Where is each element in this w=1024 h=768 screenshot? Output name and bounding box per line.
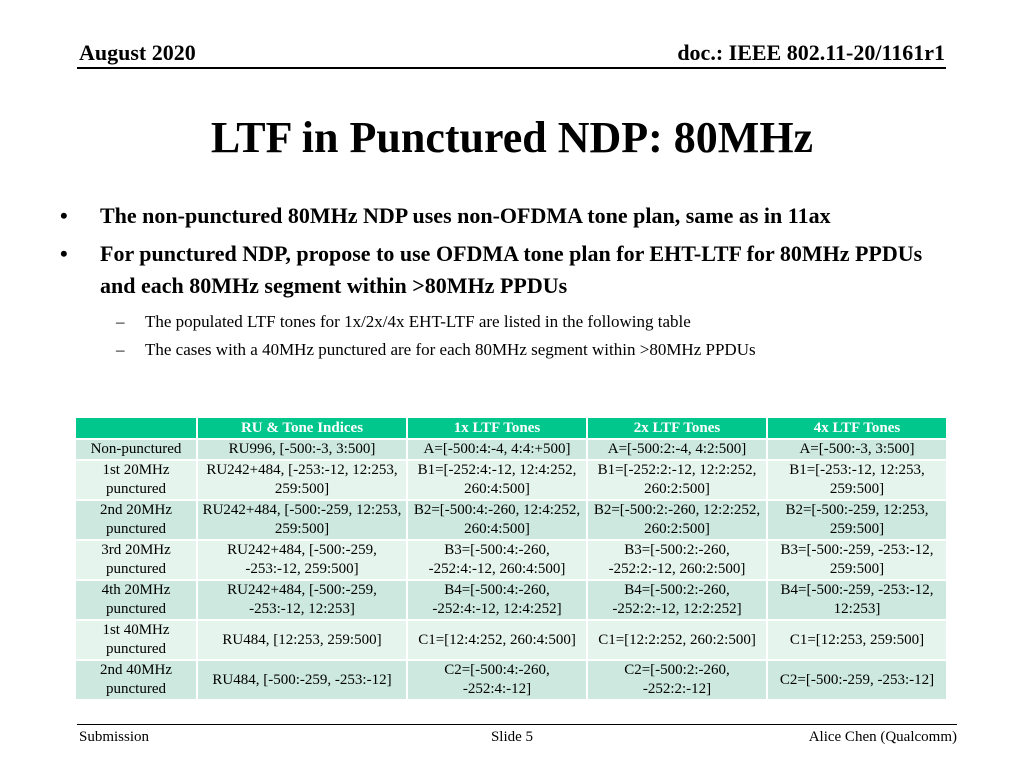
footer-author: Alice Chen (Qualcomm) [808,729,957,745]
column-header: 4x LTF Tones [767,417,947,439]
slide-title: LTF in Punctured NDP: 80MHz [210,113,814,162]
dash-icon: – [116,340,125,359]
header-divider [77,67,946,69]
dash-icon: – [116,312,125,331]
table-cell: C1=[12:2:252, 260:2:500] [587,620,767,660]
column-header: 2x LTF Tones [587,417,767,439]
table-cell: 2nd 40MHz punctured [75,660,197,700]
bullet-icon: • [60,241,68,266]
table-cell: 2nd 20MHz punctured [75,500,197,540]
table-cell: B1=[-253:-12, 12:253, 259:500] [767,460,947,500]
table-row [75,439,947,460]
table-cell: C1=[12:4:252, 260:4:500] [407,620,587,660]
table-row [75,460,947,500]
bullet-icon: • [60,203,68,228]
table-cell: 4th 20MHz punctured [75,580,197,620]
table-cell: Non-punctured [75,439,197,460]
table-cell: B1=[-252:2:-12, 12:2:252, 260:2:500] [587,460,767,500]
bullet-item [58,238,938,302]
ltf-tone-table [74,416,948,701]
table-cell: RU484, [12:253, 259:500] [197,620,407,660]
bullet-list [58,200,938,364]
table-cell: B2=[-500:4:-260, 12:4:252, 260:4:500] [407,500,587,540]
table-row [75,500,947,540]
table-cell: B1=[-252:4:-12, 12:4:252, 260:4:500] [407,460,587,500]
table-cell: B4=[-500:4:-260, -252:4:-12, 12:4:252] [407,580,587,620]
column-header [75,417,197,439]
column-header: RU & Tone Indices [197,417,407,439]
table-row [75,660,947,700]
table-cell: B3=[-500:4:-260, -252:4:-12, 260:4:500] [407,540,587,580]
table-cell: RU242+484, [-500:-259, 12:253, 259:500] [197,500,407,540]
bullet-text: For punctured NDP, propose to use OFDMA tone plan for EHT-LTF for 80MHz PPDUs and each 80MHz segment within >80MHz PPDUs [100,241,923,298]
sub-bullet-text: The cases with a 40MHz punctured are for each 80MHz segment within >80MHz PPDUs [145,340,756,359]
table-cell: B3=[-500:-259, -253:-12, 259:500] [767,540,947,580]
table-cell: RU242+484, [-500:-259, -253:-12, 12:253] [197,580,407,620]
bullet-text: The non-punctured 80MHz NDP uses non-OFDMA tone plan, same as in 11ax [100,203,831,228]
table-header-row [75,417,947,439]
table-cell: B2=[-500:2:-260, 12:2:252, 260:2:500] [587,500,767,540]
table-row [75,620,947,660]
footer-divider [77,724,957,725]
table-cell: RU242+484, [-500:-259, -253:-12, 259:500] [197,540,407,580]
table-row [75,540,947,580]
footer-submission: Submission [79,729,150,745]
table-cell: B2=[-500:-259, 12:253, 259:500] [767,500,947,540]
sub-bullet-item [58,336,938,364]
sub-bullet-item [58,308,938,336]
table-cell: RU484, [-500:-259, -253:-12] [197,660,407,700]
table-cell: RU996, [-500:-3, 3:500] [197,439,407,460]
table-cell: C2=[-500:4:-260, -252:4:-12] [407,660,587,700]
header-doc-id: doc.: IEEE 802.11-20/1161r1 [677,40,945,65]
table-cell: B4=[-500:-259, -253:-12, 12:253] [767,580,947,620]
table-cell: C2=[-500:-259, -253:-12] [767,660,947,700]
table-cell: C1=[12:253, 259:500] [767,620,947,660]
table-cell: A=[-500:4:-4, 4:4:+500] [407,439,587,460]
table-cell: B4=[-500:2:-260, -252:2:-12, 12:2:252] [587,580,767,620]
table-row [75,580,947,620]
table-cell: 3rd 20MHz punctured [75,540,197,580]
sub-bullet-text: The populated LTF tones for 1x/2x/4x EHT-LTF are listed in the following table [145,312,691,331]
table-cell: C2=[-500:2:-260, -252:2:-12] [587,660,767,700]
table-cell: RU242+484, [-253:-12, 12:253, 259:500] [197,460,407,500]
header-date: August 2020 [79,40,196,65]
table-cell: 1st 20MHz punctured [75,460,197,500]
bullet-item [58,200,938,232]
footer-slide-number: Slide 5 [490,729,534,745]
table-cell: 1st 40MHz punctured [75,620,197,660]
table-cell: A=[-500:-3, 3:500] [767,439,947,460]
table-cell: B3=[-500:2:-260, -252:2:-12, 260:2:500] [587,540,767,580]
column-header: 1x LTF Tones [407,417,587,439]
table-cell: A=[-500:2:-4, 4:2:500] [587,439,767,460]
